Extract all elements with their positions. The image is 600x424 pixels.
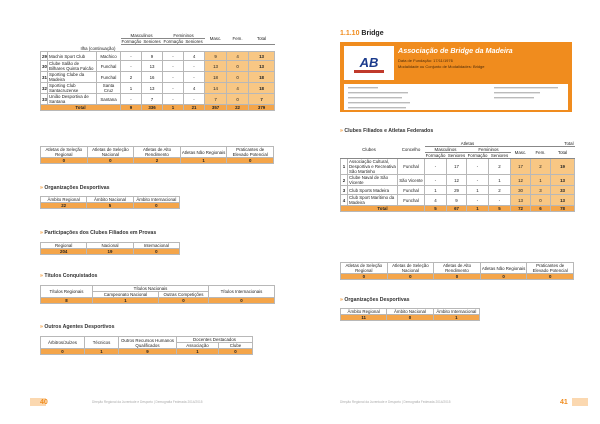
total-cell: 5 [425, 206, 447, 212]
chapter-number: 1.1.10 [340, 30, 360, 37]
masc-total: 30 [511, 186, 531, 195]
row-total: 7 [249, 94, 275, 105]
row-total: 18 [249, 83, 275, 94]
concelho: Funchal [97, 72, 121, 83]
org-header: Âmbito Internacional [133, 197, 179, 203]
header-femininos: Femininos [467, 147, 511, 153]
concelho: Funchal [97, 61, 121, 72]
total-cell: 9 [121, 105, 142, 111]
value-cell: - [425, 175, 447, 186]
table-row [341, 195, 575, 206]
org-table [40, 196, 180, 209]
fem-total: 4 [227, 52, 249, 61]
part-header: Nacional [87, 243, 133, 249]
athletes-header: Atletas de Seleção Nacional [87, 147, 134, 158]
fem-total: 1 [531, 175, 551, 186]
concelho: Santana [97, 94, 121, 105]
org-header: Âmbito Internacional [433, 309, 479, 315]
athletes-value: 0 [434, 274, 481, 280]
continuation-label: Ilha (continuação) [80, 45, 116, 51]
athletes-value: 0 [41, 158, 88, 164]
athletes-value: 0 [341, 274, 388, 280]
table-row [341, 186, 575, 195]
section-title-org: » Organizações Desportivas [340, 297, 410, 303]
agents-value: 9 [119, 349, 177, 355]
row-number: 1 [341, 159, 348, 175]
athletes-header: Atletas Não Regionais [180, 147, 227, 158]
value-cell: - [163, 72, 184, 83]
titles-value: 8 [41, 298, 93, 304]
value-cell: 13 [142, 83, 163, 94]
masc-total: 7 [205, 94, 227, 105]
value-cell: 13 [142, 61, 163, 72]
row-number: 4 [341, 195, 348, 206]
value-cell: 1 [467, 186, 489, 195]
value-cell: - [163, 52, 184, 61]
section-title-text: Participações dos Clubes Filiados em Provas [44, 230, 157, 236]
banner-info-panel [344, 84, 568, 110]
part-value: 19 [87, 249, 133, 255]
section-title-org: » Organizações Desportivas [40, 185, 110, 191]
fem-total: 4 [227, 83, 249, 94]
value-cell: - [467, 175, 489, 186]
sub-header: Seniores [185, 39, 203, 44]
athletes-header: Atletas de Seleção Regional [341, 263, 388, 274]
athletes-value: 0 [387, 274, 434, 280]
footer-text: Direção Regional da Juventude e Desporto | Demografia Federada 2014/2015 [92, 400, 203, 404]
header-fem: Fem. [531, 147, 551, 159]
org-value: 11 [341, 315, 387, 321]
athletes-value: 0 [527, 274, 574, 280]
sub-header: Formação [163, 39, 184, 44]
value-cell: 16 [142, 72, 163, 83]
table-row [41, 72, 275, 83]
agents-value: 0 [219, 349, 253, 355]
total-cell: 6 [531, 206, 551, 212]
row-total: 18 [249, 72, 275, 83]
value-cell: 2 [489, 186, 511, 195]
row-total: 13 [551, 195, 575, 206]
masc-total: 13 [205, 61, 227, 72]
masc-total: 9 [205, 52, 227, 61]
chapter-title [340, 30, 384, 37]
header-fem: Fem. [227, 33, 249, 45]
agents-subheader: Associação [177, 343, 219, 349]
header-concelho: Concelho [398, 141, 425, 159]
athletes-header: Atletas de Alto Rendimento [134, 147, 181, 158]
agents-value: 1 [85, 349, 119, 355]
agents-header: Árbitros/Juízes [41, 337, 85, 349]
value-cell: 29 [447, 186, 467, 195]
row-number: 29 [42, 53, 47, 59]
section-title-text: Clubes Filiados e Atletas Federados [344, 128, 434, 134]
titles-subheader: Campeonato Nacional [93, 292, 159, 298]
masc-total: 12 [511, 175, 531, 186]
value-cell: 1 [489, 175, 511, 186]
table-row [41, 52, 275, 61]
concelho: Funchal [398, 186, 425, 195]
total-label: Total [41, 105, 121, 111]
athletes-value: 0 [480, 274, 527, 280]
sub-header: Seniores [489, 153, 511, 159]
association-name: Associação de Bridge da Madeira [398, 46, 513, 55]
value-cell: 1 [425, 186, 447, 195]
footer-text: Direção Regional da Juventude e Desporto | Demografia Federada 2014/2015 [340, 400, 451, 404]
value-cell: 12 [447, 175, 467, 186]
org-value: 22 [41, 203, 87, 209]
row-number: 2 [341, 175, 348, 186]
athletes-header: Atletas Não Regionais [480, 263, 527, 274]
total-cell: 1 [467, 206, 489, 212]
value-cell: - [121, 94, 142, 105]
header-total: Total [511, 141, 575, 147]
value-cell: - [489, 195, 511, 206]
part-header: Regional [41, 243, 87, 249]
athletes-value: 1 [180, 158, 227, 164]
concelho: São Vicente [398, 175, 425, 186]
athletes-table [40, 146, 274, 164]
section-title-text: Organizações Desportivas [44, 185, 110, 191]
participations-table [40, 242, 180, 255]
total-cell: 379 [249, 105, 275, 111]
club-name: Sporting Club Santacruzense [48, 83, 97, 94]
header-masc: Masc. [205, 33, 227, 45]
page-number: 41 [560, 399, 568, 406]
club-name: Sporting Clube da Madeira [48, 72, 97, 83]
row-total: 13 [249, 52, 275, 61]
clubs-table-continued [40, 33, 275, 111]
athletes-header: Atletas de Seleção Regional [41, 147, 88, 158]
logo-text: AB [359, 55, 379, 70]
titles-value: 1 [93, 298, 159, 304]
agents-table [40, 336, 253, 355]
total-row [341, 206, 575, 212]
sub-header: Seniores [447, 153, 466, 158]
foundation-date: Data de Fundação: 17/11/1976 [398, 58, 453, 63]
value-cell: - [184, 61, 205, 72]
value-cell: 17 [447, 159, 467, 175]
table-row [41, 83, 275, 94]
club-name: Club Sports Madeira [348, 186, 398, 195]
concelho: Santa Cruz [97, 83, 121, 94]
part-value: 204 [41, 249, 87, 255]
total-cell: 336 [142, 105, 163, 111]
org-header: Âmbito Regional [341, 309, 387, 315]
athletes-header: Praticantes de Elevado Potencial [527, 263, 574, 274]
sub-header: Seniores [143, 39, 161, 44]
masc-total: 13 [511, 195, 531, 206]
total-cell: 67 [447, 206, 467, 212]
club-name: União Desportiva de Santana [48, 94, 97, 105]
section-title-text: Outros Agentes Desportivos [44, 324, 115, 330]
section-title-agents: » Outros Agentes Desportivos [40, 324, 115, 330]
chapter-name: Bridge [361, 30, 384, 37]
fem-total: 0 [227, 94, 249, 105]
concelho: Funchal [398, 159, 425, 175]
total-cell: 357 [205, 105, 227, 111]
value-cell: 4 [184, 52, 205, 61]
association-banner [340, 42, 572, 112]
org-header: Âmbito Regional [41, 197, 87, 203]
total-cell: 22 [227, 105, 249, 111]
total-cell: 78 [551, 206, 575, 212]
value-cell: - [467, 159, 489, 175]
total-cell: 5 [489, 206, 511, 212]
header-atletas: Atletas [425, 141, 511, 147]
fem-total: 0 [227, 61, 249, 72]
masc-total: 18 [205, 72, 227, 83]
header-masc: Masc. [511, 147, 531, 159]
header-masculinos: Masculinos [425, 147, 467, 153]
titles-header: Títulos Nacionais [93, 286, 209, 292]
row-number: 33 [41, 94, 48, 105]
value-cell: - [163, 94, 184, 105]
athletes-header: Praticantes de Elevado Potencial [227, 147, 274, 158]
value-cell: - [163, 83, 184, 94]
value-cell: - [184, 94, 205, 105]
table-row [341, 175, 575, 186]
sub-header: Formação [121, 39, 142, 44]
value-cell: 2 [489, 159, 511, 175]
value-cell: 2 [121, 72, 142, 83]
section-title-clubs: » Clubes Filiados e Atletas Federados [340, 128, 434, 134]
row-number: 30 [41, 61, 48, 72]
value-cell: - [121, 52, 142, 61]
part-value: 0 [133, 249, 179, 255]
part-header: Internacional [133, 243, 179, 249]
value-cell: - [184, 72, 205, 83]
concelho: Machico [97, 52, 121, 61]
titles-subheader: Outras Competições [159, 292, 209, 298]
section-title-titles: » Títulos Conquistados [40, 273, 98, 279]
fem-total: 2 [531, 159, 551, 175]
org-value: 1 [433, 315, 479, 321]
value-cell: - [121, 61, 142, 72]
titles-value: 0 [159, 298, 209, 304]
club-name: Clube Naval de São Vicente [348, 175, 398, 186]
club-name: Club Sport Marítimo da Madeira [348, 195, 398, 206]
value-cell: 4 [184, 83, 205, 94]
concelho: Funchal [398, 195, 425, 206]
titles-header: Títulos Internacionais [209, 286, 275, 298]
row-number: 3 [341, 186, 348, 195]
club-name: Machin Sport Club [48, 52, 97, 61]
value-cell: 9 [142, 52, 163, 61]
org-value: 5 [87, 203, 133, 209]
total-row [41, 105, 275, 111]
association-logo [344, 46, 394, 80]
group-header-masc: Masculinos [121, 33, 163, 39]
total-cell: 21 [184, 105, 205, 111]
value-cell: - [163, 61, 184, 72]
total-cell: 1 [163, 105, 184, 111]
club-name: Clube Salão de Bilhares Quinta Falcão [48, 61, 97, 72]
fem-total: 3 [531, 186, 551, 195]
header-total: Total [249, 33, 275, 45]
agents-value: 0 [41, 349, 85, 355]
athletes-value: 0 [227, 158, 274, 164]
row-total: 13 [551, 175, 575, 186]
clubs-table [340, 141, 575, 212]
value-cell: 9 [447, 195, 467, 206]
footer-accent [572, 398, 588, 406]
org-value: 0 [133, 203, 179, 209]
header-clubs: Clubes [341, 141, 398, 159]
agents-header: Docentes Destacados [177, 337, 253, 343]
agents-header: Técnicos [85, 337, 119, 349]
titles-value: 0 [209, 298, 275, 304]
table-row [41, 94, 275, 105]
masc-total: 14 [205, 83, 227, 94]
agents-header: Outros Recursos Humanos Qualificados [119, 337, 177, 349]
athletes-header: Atletas de Seleção Nacional [387, 263, 434, 274]
athletes-header: Atletas de Alto Rendimento [434, 263, 481, 274]
section-title-text: Títulos Conquistados [44, 273, 98, 279]
titles-header: Títulos Regionais [41, 286, 93, 298]
value-cell: 7 [142, 94, 163, 105]
titles-table [40, 285, 275, 304]
section-title-part: » Participações dos Clubes Filiados em Provas [40, 230, 157, 236]
fem-total: 0 [531, 195, 551, 206]
row-total: 13 [249, 61, 275, 72]
row-total: 19 [551, 159, 575, 175]
total-label: Total [341, 206, 425, 212]
table-row [41, 61, 275, 72]
org-value: 0 [387, 315, 433, 321]
fem-total: 0 [227, 72, 249, 83]
row-number: 31 [41, 72, 48, 83]
org-table [340, 308, 480, 321]
modality: Modalidade ou Conjunto de Modalidades: Bridge [398, 64, 485, 69]
athletes-value: 0 [87, 158, 134, 164]
sub-header: Formação [467, 153, 488, 158]
total-cell: 72 [511, 206, 531, 212]
value-cell: 1 [121, 83, 142, 94]
org-header: Âmbito Nacional [87, 197, 133, 203]
agents-value: 1 [177, 349, 219, 355]
club-name: Associação Cultural, Desportiva e Recreativa São Martinho [349, 159, 396, 174]
banner-info-lines [344, 84, 568, 110]
section-title-text: Organizações Desportivas [344, 297, 410, 303]
value-cell: - [425, 159, 447, 175]
sub-header: Formação [425, 153, 446, 158]
row-total: 33 [551, 186, 575, 195]
page-number: 40 [40, 399, 48, 406]
athletes-value: 2 [134, 158, 181, 164]
org-header: Âmbito Nacional [387, 309, 433, 315]
group-header-fem: Femininos [163, 33, 205, 39]
value-cell: 4 [425, 195, 447, 206]
right-page [300, 0, 600, 424]
table-row [341, 159, 575, 175]
agents-subheader: Clube [219, 343, 253, 349]
value-cell: - [467, 195, 489, 206]
athletes-table [340, 262, 574, 280]
masc-total: 17 [511, 159, 531, 175]
row-number: 32 [41, 83, 48, 94]
header-total-col: Total [551, 147, 575, 159]
